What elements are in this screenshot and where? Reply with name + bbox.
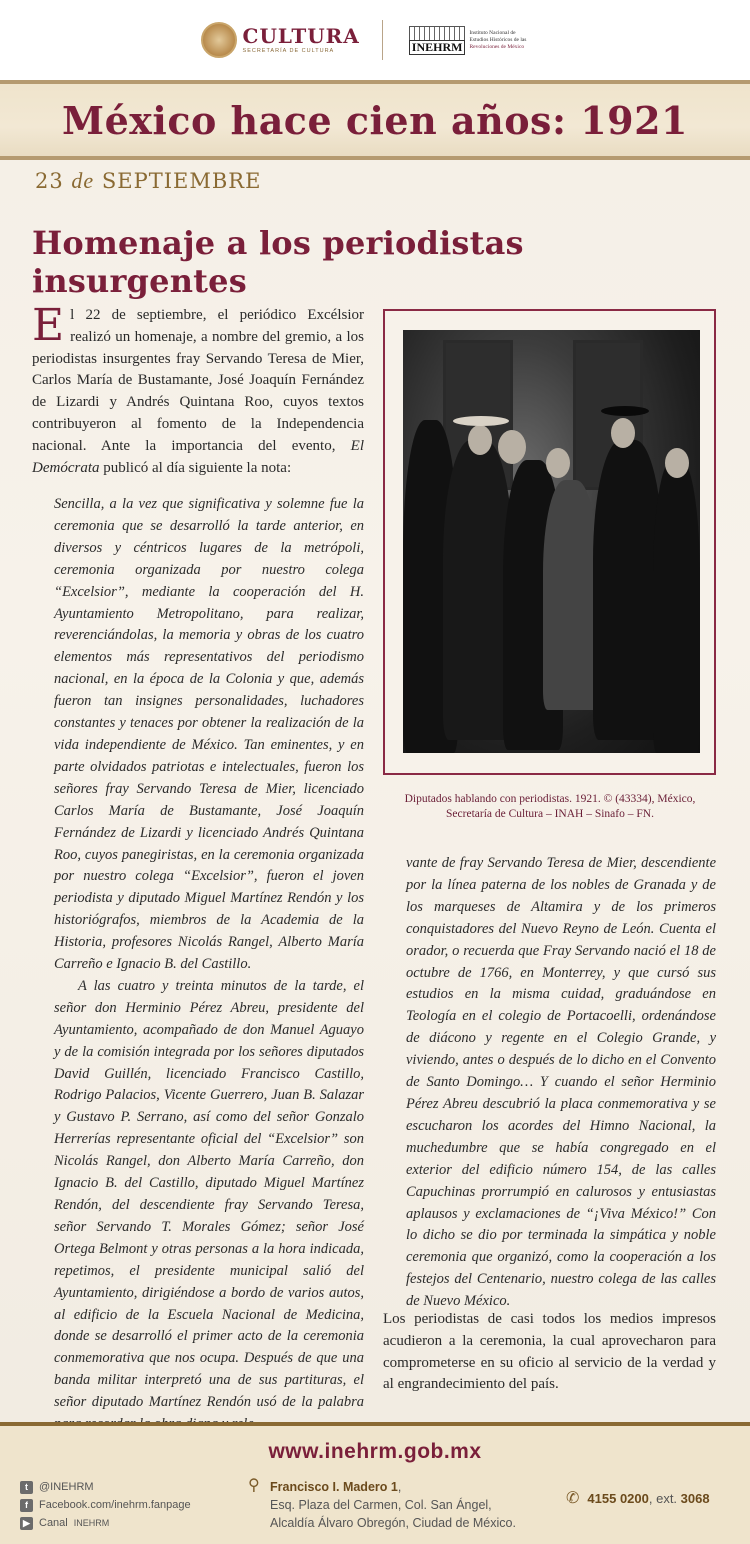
closing-paragraph: Los periodistas de casi todos los medios impresos acudieron a la ceremonia, la cual aprovecharon para comprometerse en su oficio al servicio de la verdad y al engrandecimiento del país. xyxy=(383,1311,716,1393)
top-header xyxy=(0,0,750,80)
banner-title: México hace cien años: 1921 xyxy=(62,97,688,143)
social-links xyxy=(20,1478,191,1532)
article-intro xyxy=(32,300,364,479)
inehrm-desc-line: Instituto Nacional de xyxy=(469,29,516,36)
youtube-icon: ▶ xyxy=(20,1517,33,1530)
phone[interactable] xyxy=(566,1488,710,1508)
quote-paragraph: Sencilla, a la vez que significativa y solemne fue la ceremonia que se desarrolló la tarde anterior, en diversos y céntricos lugares de la metrópoli, ceremonia organizada por nuestro colega “Excelsior”, mediante la cooperación del H. Ayuntamiento Metropolitano, para realizar, reverenciándolas, la memoria y obras de los cuatro elementos más representativos del periodismo nacional, en la época de la Colonia y que, además fueron tan insignes personalidades, luchadores constantes y tenaces por obtener la realización de la vida independiente de México. Tan eminentes, y en parte olvidados patriotas e intelectuales, fueron los señores fray Servando Teresa de Mier, licenciado Carlos María de Bustamante, José Joaquín Fernández de Lizardi y licenciado Andrés Quintana Roo, cuyos panegiristas, en la ceremonia organizada por nuestro colega “Excelsior”, fueron el joven periodista y diputado Miguel Martínez Rendón y los historiógrafos, miembros de la Academia de la Historia, profesores Nicolás Rangel, Alberto María Carreño e Ignacio B. del Castillo. xyxy=(54,496,364,973)
photo-face xyxy=(546,448,570,478)
address xyxy=(248,1478,516,1532)
photo-frame xyxy=(383,309,716,775)
historical-photo[interactable] xyxy=(403,330,700,753)
article-closing xyxy=(383,1309,716,1396)
cultura-subtitle: SECRETARÍA DE CULTURA xyxy=(242,48,335,54)
building-icon xyxy=(409,26,465,40)
phone-icon: ✆ xyxy=(566,1490,580,1507)
photo-face xyxy=(665,448,689,478)
cultura-title: CULTURA xyxy=(242,24,360,48)
photo-hat xyxy=(453,416,509,426)
intro-text-2: publicó al día siguiente la nota: xyxy=(99,459,292,476)
photo-face xyxy=(611,418,635,448)
photo-figure xyxy=(543,480,598,710)
youtube-name: INEHRM xyxy=(73,1518,110,1528)
address-line: Esq. Plaza del Carmen, Col. San Ángel, xyxy=(270,1498,492,1512)
caption-line: Secretaría de Cultura – INAH – Sinafo – FN. xyxy=(446,808,654,820)
address-line: Alcaldía Álvaro Obregón, Ciudad de México. xyxy=(270,1516,516,1530)
inehrm-name: INEHRM xyxy=(409,40,466,55)
photo-figure xyxy=(653,460,700,753)
location-pin-icon: ⚲ xyxy=(248,1477,260,1494)
facebook-link[interactable] xyxy=(20,1496,191,1514)
photo-caption xyxy=(390,792,710,822)
quote-left-column xyxy=(54,494,364,1436)
quote-paragraph: A las cuatro y treinta minutos de la tarde, el señor don Herminio Pérez Abreu, presidente del Ayuntamiento, acompañado de don Manuel Aguayo y de la comisión integrada por los señores diputados David Guillén, licenciado Francisco Castillo, Rodrigo Palacios, Vicente Guerrero, Juan B. Salazar y Gustavo P. Serrano, así como del señor Gonzalo Herrerías representante oficial del “Excelsior” son Nicolás Rangel, don Alberto María Carreño, don Ignacio B. del Castillo, diputado Miguel Martínez Rendón, del descendiente fray Servando Teresa, señor Servando T. Morales Gómez; señor José Ortega Belmont y otras personas a la hora indicada, repetimos, el presidente municipal salió del Ayuntamiento, dirigiéndose a bordo de varios autos, al edificio de la Escuela Nacional de Medicina, donde se desarrolló el primer acto de la ceremonia conmemorativa que nos ocupa. Después de que una banda militar interpretó una de sus partituras, el señor diputado Martínez Rendón usó de la palabra xyxy=(54,977,364,1411)
twitter-link[interactable] xyxy=(20,1478,191,1496)
photo-face xyxy=(498,430,526,464)
facebook-url: Facebook.com/inehrm.fanpage xyxy=(39,1499,191,1511)
address-punct: , xyxy=(397,1480,402,1494)
date-line xyxy=(35,168,261,194)
quote-right-column xyxy=(406,853,716,1313)
article-title: Homenaje a los periodistas insurgentes xyxy=(32,224,524,300)
facebook-icon: f xyxy=(20,1499,33,1512)
twitter-icon: t xyxy=(20,1481,33,1494)
photo-hat xyxy=(601,406,649,416)
quote-paragraph: vante de fray Servando Teresa de Mier, descendiente por la línea paterna de los nobles de Granada y de los marqueses de Altamira y de los primeros conquistadores del Nuevo Reyno de León. Cuenta el orador, o recuerda que Fray Servando nació el 18 de octubre de 1766, en Monterrey, y que cursó sus estudios en la misma cuidad, graduándose en Teología en el colegio de Portacoelli, ordenándose de diácono y regente en el Colegio Grande, y viviendo, antes o después de lo dicho en el Convento de Santo Domingo… Y cuando el señor Herminio Pérez Abreu descubrió la placa conmemorativa y se escucharon los acordes del Himno Nacional, la muchedumbre que se había congregado en el exterior del edificio número 154, de las calles Capuchinas prorrumpió en calurosos y entusiastas aplausos y exclamaciones de “¡Viva México!” Con lo dicho se dio por terminada la simpática y noble ceremonia que organizó, como la cooperación a los festejos del Centenario, nuestro colega de las calles de Nuevo México. xyxy=(406,855,716,1310)
date-day: 23 xyxy=(35,169,64,193)
website-link[interactable]: www.inehrm.gob.mx xyxy=(268,1440,482,1463)
date-de: de xyxy=(71,168,95,193)
inehrm-desc-line: Estudios Históricos de las xyxy=(469,36,527,43)
youtube-link[interactable] xyxy=(20,1514,191,1532)
footer xyxy=(0,1422,750,1544)
header-divider xyxy=(382,20,383,60)
intro-text-1: l 22 de septiembre, el periódico Excélsior realizó un homenaje, a nombre del gremio, a los periodistas insurgentes fray Servando Teresa de Mier, Carlos María de Bustamante, José Joaquín Fernández de Lizardi y Andrés Quintana Roo, cuyos textos contribuyeron al fomento de la Independencia nacional. Ante la importancia del evento, xyxy=(32,307,364,454)
inehrm-desc-line: Revoluciones de México xyxy=(469,43,525,50)
youtube-label: Canal xyxy=(39,1517,68,1529)
address-street: Francisco I. Madero 1 xyxy=(270,1480,398,1494)
twitter-handle: @INEHRM xyxy=(39,1481,94,1493)
phone-number: 4155 0200 xyxy=(587,1490,649,1506)
date-month: SEPTIEMBRE xyxy=(101,169,262,193)
inehrm-logo[interactable] xyxy=(409,26,550,55)
intro-newspaper-name: El Demócrata xyxy=(32,437,364,476)
photo-face xyxy=(468,425,492,455)
caption-line: Diputados hablando con periodistas. 1921. © (43334), México, xyxy=(404,793,696,805)
drop-cap: E xyxy=(32,300,65,351)
mexico-seal-icon xyxy=(201,22,237,58)
inehrm-description xyxy=(469,30,549,51)
phone-ext: 3068 xyxy=(680,1490,710,1506)
banner xyxy=(0,80,750,160)
phone-ext-label: , ext. xyxy=(648,1490,678,1506)
cultura-logo[interactable] xyxy=(201,22,360,58)
